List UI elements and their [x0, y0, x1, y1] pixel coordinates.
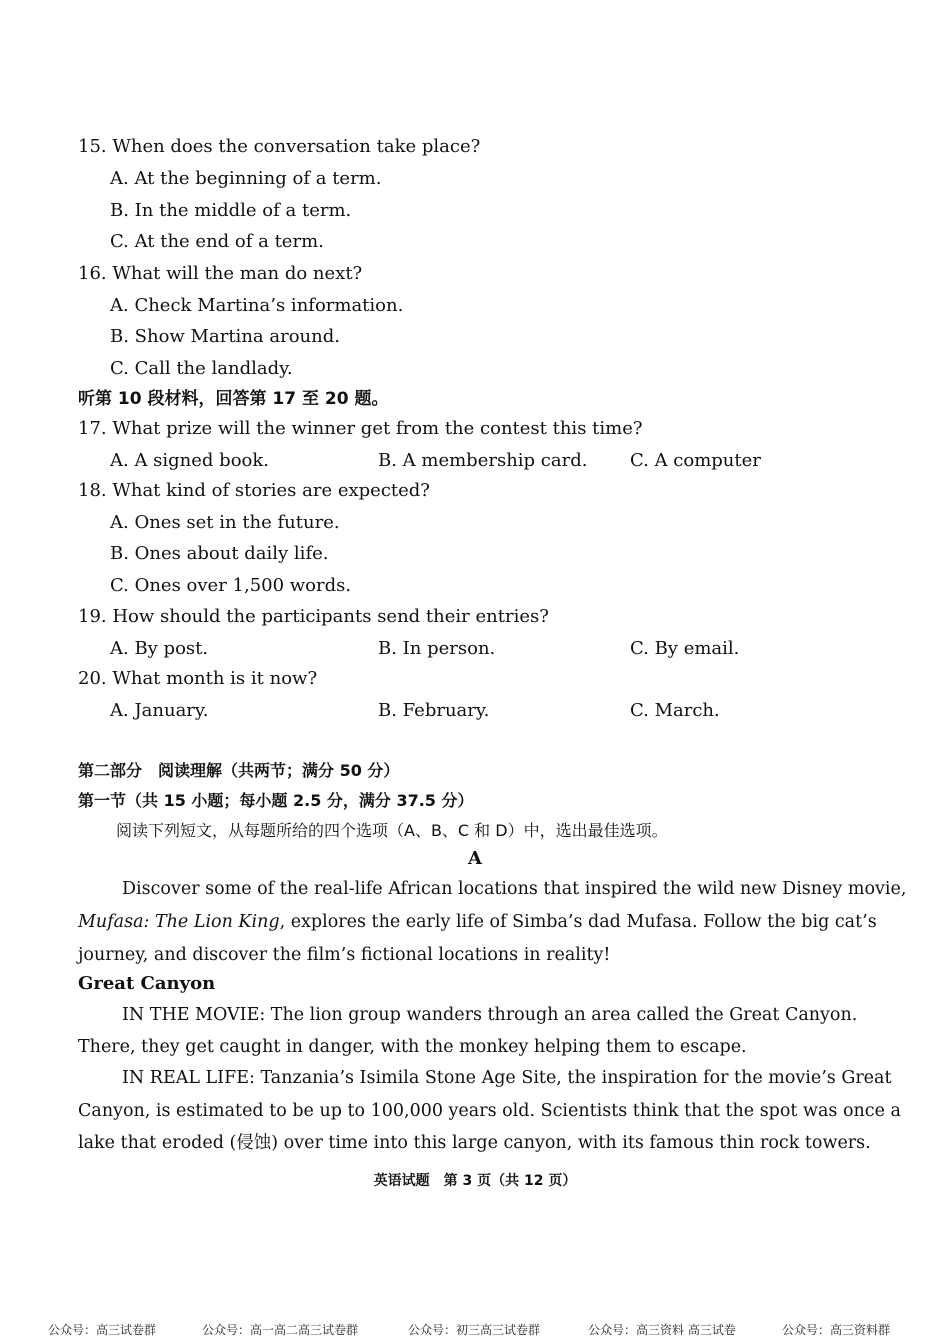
- real-life-paragraph-line-2: Canyon, is estimated to be up to 100,000 years old. Scientists think that the spot was once a: [78, 1101, 901, 1121]
- passage-intro-line-1: Discover some of the real-life African locations that inspired the wild new Disney movie,: [122, 879, 907, 899]
- question-17-option-a: A. A signed book.: [110, 450, 269, 471]
- movie-paragraph-line-1: IN THE MOVIE: The lion group wanders through an area called the Great Canyon.: [122, 1005, 858, 1025]
- question-17-option-b: B. A membership card.: [378, 450, 588, 471]
- section-one-heading: 第一节（共 15 小题；每小题 2.5 分，满分 37.5 分）: [78, 791, 474, 810]
- watermark-2: 公众号：高一高二高三试卷群: [202, 1323, 359, 1337]
- passage-intro-line-3: journey, and discover the film’s fictional locations in reality!: [78, 945, 611, 965]
- question-17-stem: 17. What prize will the winner get from the contest this time?: [78, 418, 643, 439]
- question-20-option-b: B. February.: [378, 700, 490, 721]
- question-15-option-a: A. At the beginning of a term.: [110, 168, 382, 189]
- subheading-great-canyon: Great Canyon: [78, 973, 216, 994]
- watermark-1: 公众号：高三试卷群: [48, 1323, 157, 1337]
- question-15-stem: 15. When does the conversation take place?: [78, 136, 481, 157]
- question-18-option-b: B. Ones about daily life.: [110, 543, 329, 564]
- question-19-option-a: A. By post.: [110, 638, 209, 659]
- question-20-stem: 20. What month is it now?: [78, 668, 318, 689]
- question-18-option-c: C. Ones over 1,500 words.: [110, 575, 352, 596]
- watermark-4: 公众号：高三资料 高三试卷: [588, 1323, 736, 1337]
- question-16-stem: 16. What will the man do next?: [78, 263, 363, 284]
- question-18-stem: 18. What kind of stories are expected?: [78, 480, 430, 501]
- watermark-3: 公众号：初三高三试卷群: [408, 1323, 541, 1337]
- question-17-option-c: C. A computer: [630, 450, 761, 471]
- question-19-option-c: C. By email.: [630, 638, 740, 659]
- movie-paragraph-line-2: There, they get caught in danger, with the monkey helping them to escape.: [78, 1037, 747, 1057]
- watermark-5: 公众号：高三资料群: [782, 1323, 891, 1337]
- passage-letter: A: [468, 848, 482, 869]
- question-16-option-c: C. Call the landlady.: [110, 358, 293, 379]
- question-18-option-a: A. Ones set in the future.: [110, 512, 340, 533]
- passage-intro-line-2: [78, 911, 877, 933]
- question-20-option-a: A. January.: [110, 700, 209, 721]
- question-15-option-b: B. In the middle of a term.: [110, 200, 352, 221]
- question-16-option-a: A. Check Martina’s information.: [110, 295, 404, 316]
- question-16-option-b: B. Show Martina around.: [110, 326, 340, 347]
- reading-instruction: 阅读下列短文，从每题所给的四个选项（A、B、C 和 D）中，选出最佳选项。: [116, 821, 668, 840]
- question-20-option-c: C. March.: [630, 700, 720, 721]
- real-life-paragraph-line-1: IN REAL LIFE: Tanzania’s Isimila Stone Age Site, the inspiration for the movie’s Great: [122, 1068, 892, 1088]
- page-number-footer: 英语试题 第 3 页（共 12 页）: [373, 1173, 577, 1189]
- listening-instruction: 听第 10 段材料，回答第 17 至 20 题。: [78, 389, 389, 409]
- question-19-option-b: B. In person.: [378, 638, 496, 659]
- movie-title: Mufasa: The Lion King: [78, 912, 280, 932]
- passage-intro-line-2-rest: , explores the early life of Simba’s dad Mufasa. Follow the big cat’s: [279, 912, 877, 932]
- part-two-heading: 第二部分 阅读理解（共两节；满分 50 分）: [78, 761, 400, 780]
- real-life-paragraph-line-3: lake that eroded (侵蚀) over time into this large canyon, with its famous thin rock towers.: [78, 1133, 871, 1153]
- question-19-stem: 19. How should the participants send their entries?: [78, 606, 549, 627]
- question-15-option-c: C. At the end of a term.: [110, 231, 324, 252]
